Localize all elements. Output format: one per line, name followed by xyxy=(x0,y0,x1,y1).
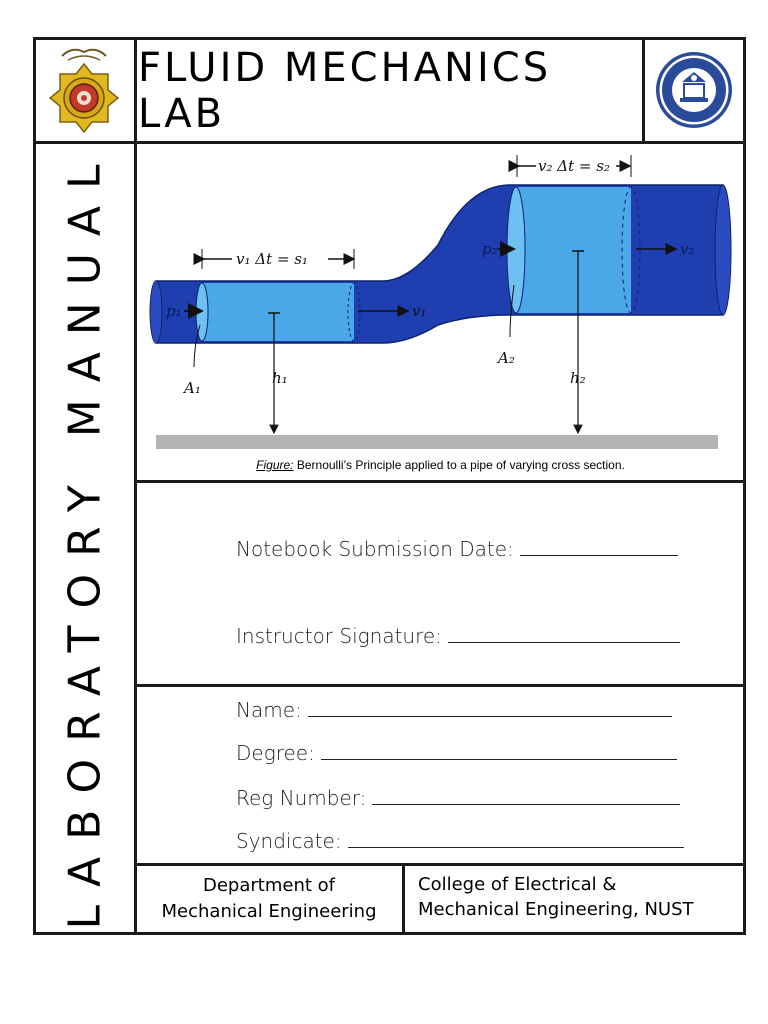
nust-emblem-logo xyxy=(44,42,124,138)
degree-blank[interactable] xyxy=(321,757,677,760)
label-v1: v₁ xyxy=(412,302,427,320)
footer-top-divider xyxy=(134,863,746,866)
instructor-signature-label: Instructor Signature: xyxy=(236,624,442,648)
department-box xyxy=(138,873,400,925)
university-seal-logo xyxy=(653,44,735,136)
page-title: FLUID MECHANICS LAB xyxy=(138,45,552,137)
label-h2: h₂ xyxy=(570,369,586,387)
sidebar-title: LABORATORY MANUAL xyxy=(59,147,111,930)
footer-middle-divider xyxy=(402,863,405,935)
department-line-1: Department of xyxy=(203,875,335,896)
name-label: Name: xyxy=(236,698,302,722)
department-line-2: Mechanical Engineering xyxy=(161,901,377,922)
label-s2: v₂ Δt = s₂ xyxy=(538,157,610,175)
figure-caption-text: Bernoulli’s Principle applied to a pipe of varying cross section. xyxy=(293,458,625,472)
submission-date-label: Notebook Submission Date: xyxy=(236,537,514,561)
fluid-segment-1 xyxy=(202,283,354,341)
college-box xyxy=(418,872,740,922)
name-blank[interactable] xyxy=(308,714,672,717)
submission-date-blank[interactable] xyxy=(520,553,678,556)
figure-bottom-divider xyxy=(134,480,746,483)
college-line-1: College of Electrical & xyxy=(418,874,617,895)
sidebar-divider xyxy=(134,37,137,935)
syndicate-field[interactable] xyxy=(236,829,684,853)
college-line-2: Mechanical Engineering, NUST xyxy=(418,899,694,920)
label-A2: A₂ xyxy=(498,349,515,367)
syndicate-blank[interactable] xyxy=(348,845,684,848)
instructor-signature-field[interactable] xyxy=(236,624,680,648)
reg-number-blank[interactable] xyxy=(372,802,680,805)
figure-caption-prefix: Figure: xyxy=(256,458,294,472)
sidebar xyxy=(36,145,134,932)
label-v2: v₂ xyxy=(680,240,695,258)
degree-field[interactable] xyxy=(236,741,677,765)
reg-number-label: Reg Number: xyxy=(236,786,367,810)
submission-bottom-divider xyxy=(134,684,746,687)
label-A1: A₁ xyxy=(184,379,201,397)
degree-label: Degree: xyxy=(236,741,315,765)
reg-number-field[interactable] xyxy=(236,786,680,810)
submission-date-field[interactable] xyxy=(236,537,678,561)
label-s1: v₁ Δt = s₁ xyxy=(236,250,308,268)
figure-caption xyxy=(138,458,743,472)
name-field[interactable] xyxy=(236,698,672,722)
label-h1: h₁ xyxy=(272,369,288,387)
ground xyxy=(156,435,718,449)
label-p1: p₁ xyxy=(166,302,182,320)
instructor-signature-blank[interactable] xyxy=(448,640,680,643)
syndicate-label: Syndicate: xyxy=(236,829,342,853)
fluid-segment-2 xyxy=(516,187,631,313)
label-p2: p₂ xyxy=(482,240,498,258)
bernoulli-figure xyxy=(138,145,742,457)
